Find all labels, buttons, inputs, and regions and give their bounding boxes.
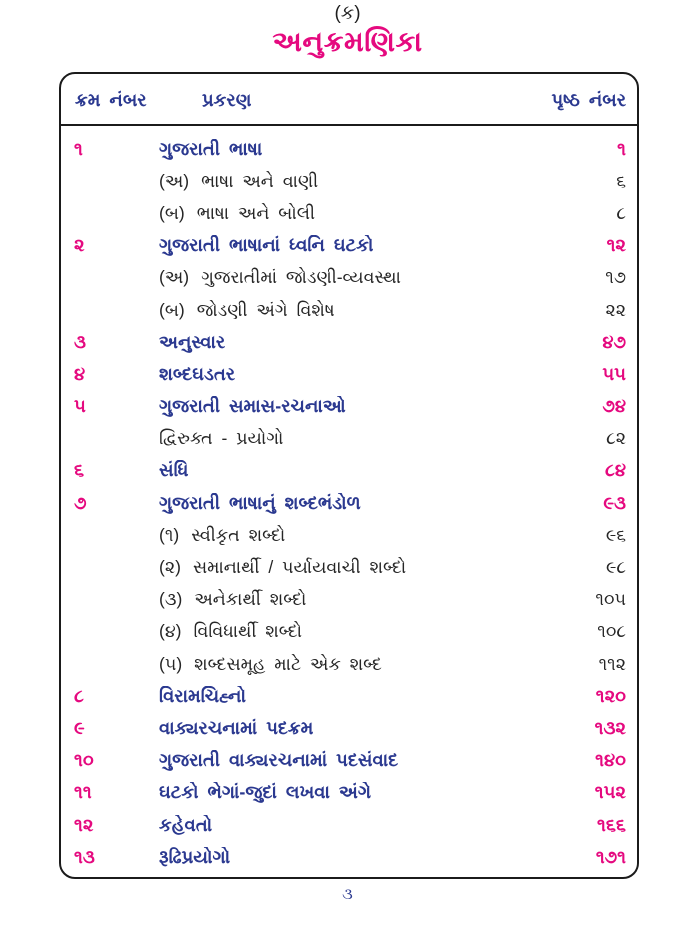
row-chapter-title: ગુજરાતી ભાષા: [159, 138, 263, 159]
row-chapter: [159, 203, 616, 224]
row-chapter: [159, 493, 603, 514]
toc-table: [59, 72, 639, 879]
row-page-number: ૫૫: [602, 363, 626, 384]
row-page-number: ૬: [616, 170, 626, 191]
row-serial-number: ૪: [74, 363, 86, 384]
row-chapter-title: ભાષા અને વાણી: [201, 170, 319, 191]
toc-row: [74, 616, 626, 648]
row-serial-number: ૧૦: [74, 750, 94, 771]
row-page-number: ૮: [616, 202, 626, 223]
toc-row: [74, 391, 626, 423]
row-chapter-title: શબ્દઘડતર: [159, 363, 236, 384]
row-page-number: ૧: [617, 138, 626, 159]
row-chapter: [159, 332, 602, 353]
row-serial-number: ૧૨: [74, 814, 94, 835]
toc-row: [74, 294, 626, 326]
row-chapter-title: અનેકાર્થી શબ્દો: [194, 589, 307, 610]
toc-row: [74, 712, 626, 744]
toc-row: [74, 197, 626, 229]
row-chapter: [159, 267, 605, 288]
row-prefix: (અ): [159, 267, 190, 288]
row-chapter-title: સમાનાર્થી / પર્યાયવાચી શબ્દો: [192, 557, 407, 578]
row-page-number: ૧૨૦: [595, 685, 626, 706]
row-chapter: [159, 782, 595, 803]
toc-row: [74, 326, 626, 358]
row-chapter-title: કહેવતો: [159, 814, 213, 835]
toc-row: [74, 230, 626, 262]
row-page-number: ૧૩૨: [594, 717, 626, 738]
row-chapter: [159, 621, 597, 642]
row-chapter-title: ઘટકો ભેગાં-જુદાં લખવા અંગે: [159, 782, 372, 803]
row-chapter-title: ગુજરાતી સમાસ-રચનાઓ: [159, 396, 346, 417]
row-prefix: (૩): [159, 589, 183, 610]
toc-row: [74, 455, 626, 487]
row-prefix: (અ): [159, 170, 190, 191]
row-chapter: [159, 686, 596, 707]
toc-row: [74, 841, 626, 873]
row-page-number: ૭૪: [602, 396, 626, 417]
row-page-number: ૯૮: [606, 557, 626, 578]
row-serial-number: ૩: [74, 331, 86, 352]
row-serial-number: ૨: [74, 235, 85, 256]
toc-row: [74, 487, 626, 519]
row-page-number: ૧૦૮: [597, 621, 626, 642]
row-chapter-title: સ્વીકૃત શબ્દો: [191, 524, 286, 545]
row-page-number: ૧૬૬: [597, 814, 626, 835]
toc-row: [74, 551, 626, 583]
row-page-number: ૪૭: [602, 331, 626, 352]
row-chapter-title: અનુસ્વાર: [159, 331, 226, 352]
footer-page-number: ૩: [342, 886, 353, 903]
toc-header: [61, 74, 637, 126]
row-page-number: ૮૨: [606, 428, 626, 449]
row-page-number: ૨૨: [605, 299, 626, 320]
row-chapter-title: શબ્દસમૂહ માટે એક શબ્દ: [194, 653, 382, 674]
row-chapter: [159, 718, 595, 739]
row-chapter: [159, 525, 606, 546]
row-chapter: [159, 428, 606, 449]
toc-row: [74, 519, 626, 551]
row-chapter-title: જોડણી અંગે વિશેષ: [196, 299, 335, 320]
row-page-number: ૧૦૫: [595, 589, 626, 610]
row-prefix: (૨): [159, 557, 181, 578]
row-chapter-title: ભાષા અને બોલી: [196, 202, 315, 223]
row-page-number: ૧૭: [605, 267, 626, 288]
toc-row: [74, 745, 626, 777]
row-chapter: [159, 847, 596, 868]
toc-row: [74, 262, 626, 294]
row-page-number: ૮૪: [604, 460, 626, 481]
row-serial-number: ૧૩: [74, 846, 95, 867]
row-chapter: [159, 171, 616, 192]
row-chapter: [159, 396, 602, 417]
row-chapter: [159, 750, 595, 771]
row-page-number: ૧૭૧: [595, 846, 626, 867]
row-chapter-title: રૂઢિપ્રયોગો: [159, 846, 231, 867]
toc-row: [74, 358, 626, 390]
row-serial-number: ૯: [74, 717, 85, 738]
row-page-number: ૯૬: [605, 524, 626, 545]
row-chapter-title: ગુજરાતી વાક્યરચનામાં પદસંવાદ: [159, 750, 399, 771]
toc-row: [74, 423, 626, 455]
row-page-number: ૧૫૨: [594, 782, 626, 803]
toc-row: [74, 777, 626, 809]
toc-row: [74, 133, 626, 165]
row-serial-number: ૫: [74, 396, 86, 417]
toc-row: [74, 584, 626, 616]
row-chapter-title: વિવિધાર્થી શબ્દો: [193, 621, 302, 642]
toc-row: [74, 680, 626, 712]
toc-body: [61, 126, 637, 873]
row-chapter-title: સંધિ: [159, 460, 189, 481]
row-chapter-title: ગુજરાતી ભાષાનું શબ્દભંડોળ: [159, 492, 361, 513]
row-chapter-title: વાક્યરચનામાં પદક્રમ: [159, 717, 314, 738]
row-chapter: [159, 589, 595, 610]
row-chapter: [159, 815, 597, 836]
page-title: અનુક્રમણિકા: [272, 26, 423, 57]
row-serial-number: ૮: [74, 685, 84, 706]
row-serial-number: ૧: [74, 138, 83, 159]
row-chapter: [159, 139, 617, 160]
row-page-number: ૧૪૦: [595, 750, 626, 771]
row-serial-number: ૬: [74, 460, 85, 481]
toc-row: [74, 809, 626, 841]
row-page-number: ૧૨: [606, 235, 626, 256]
row-page-number: ૧૧૨: [598, 653, 626, 674]
row-chapter: [159, 557, 606, 578]
header-serial-number: ક્રમ નંબર: [75, 89, 147, 110]
row-serial-number: ૭: [74, 492, 87, 513]
row-prefix: (૫): [159, 653, 183, 674]
row-chapter-title: ગુજરાતી ભાષાનાં ધ્વનિ ઘટકો: [159, 235, 374, 256]
header-page-number: પૃષ્ઠ નંબર: [551, 89, 626, 110]
row-chapter: [159, 364, 602, 385]
row-chapter: [159, 300, 605, 321]
row-chapter-title: ગુજરાતીમાં જોડણી-વ્યવસ્થા: [201, 267, 401, 288]
row-chapter: [159, 654, 599, 675]
row-chapter-title: વિરામચિહ્નો: [159, 685, 246, 706]
row-page-number: ૯૩: [603, 492, 626, 513]
toc-row: [74, 648, 626, 680]
row-prefix: (૪): [159, 621, 182, 642]
header-chapter: પ્રકરણ: [202, 89, 252, 110]
row-prefix: (૧): [159, 524, 180, 545]
row-prefix: (બ): [159, 299, 185, 320]
row-serial-number: ૧૧: [74, 782, 92, 803]
row-chapter-title: દ્વિરુક્ત - પ્રયોગો: [159, 428, 284, 449]
row-prefix: (બ): [159, 202, 185, 223]
section-label: (ક): [334, 3, 361, 24]
row-chapter: [159, 460, 605, 481]
row-chapter: [159, 235, 607, 256]
toc-row: [74, 165, 626, 197]
